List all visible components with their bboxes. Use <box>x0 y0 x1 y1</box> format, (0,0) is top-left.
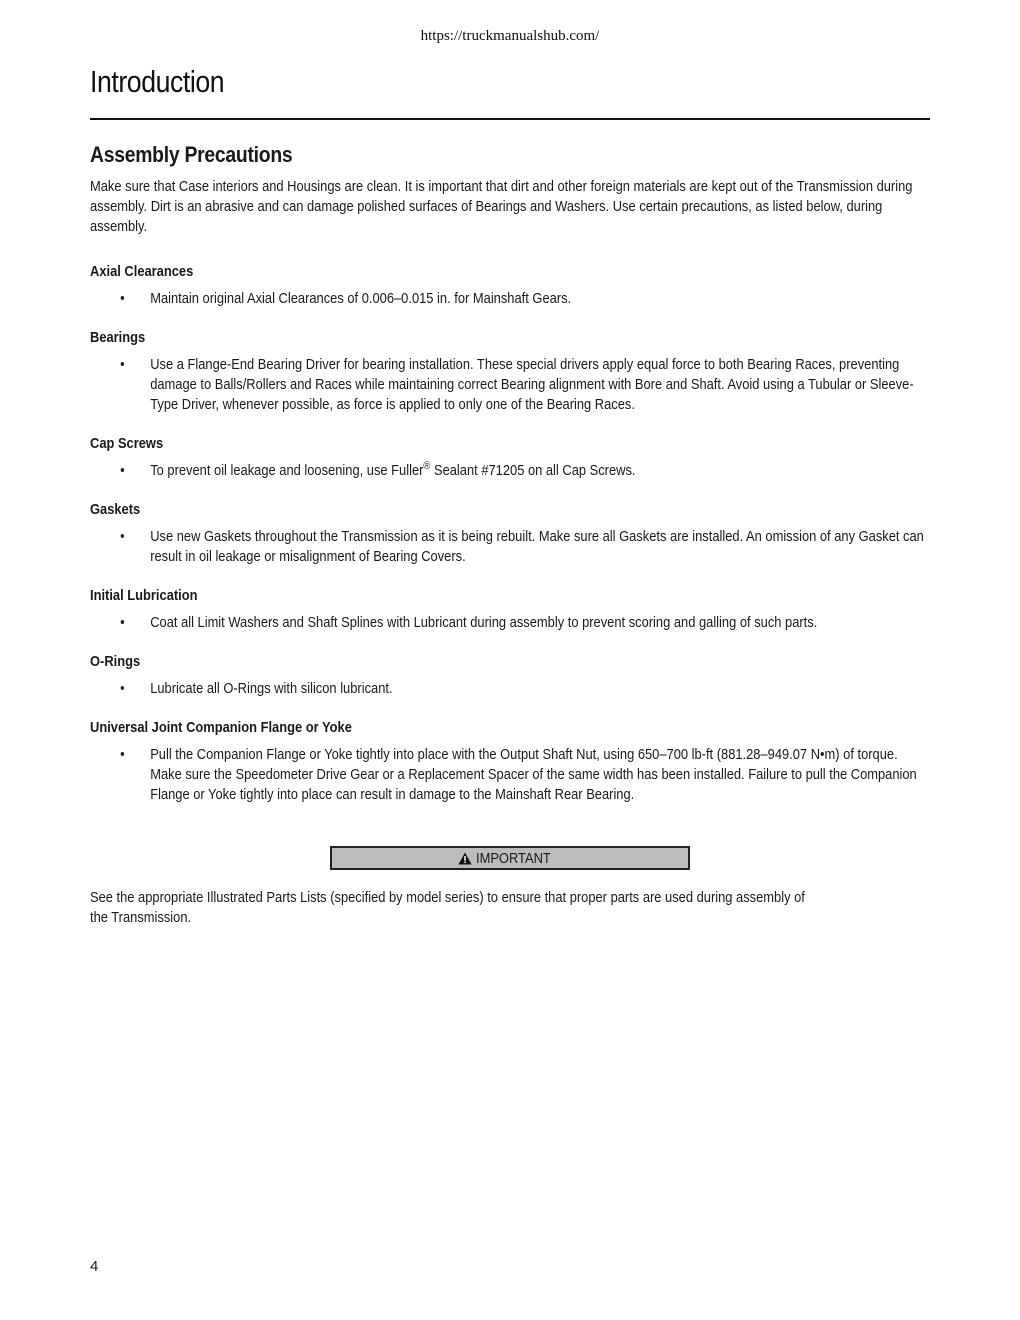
bullet-marker: • <box>120 356 125 373</box>
bullet-list <box>90 461 930 481</box>
subsection-gaskets <box>90 500 930 567</box>
subsection-cap-screws <box>90 434 930 481</box>
bullet-text <box>150 462 635 479</box>
subsection-axial-clearances <box>90 262 930 309</box>
bullet-text: Maintain original Axial Clearances of 0.006–0.015 in. for Mainshaft Gears. <box>150 290 572 307</box>
list-item <box>90 679 930 699</box>
subsection-title: Cap Screws <box>90 435 164 452</box>
title-divider <box>90 118 930 120</box>
bullet-list <box>90 679 930 699</box>
subsection-title: Initial Lubrication <box>90 587 198 604</box>
subsection-title: Universal Joint Companion Flange or Yoke <box>90 719 352 736</box>
important-banner <box>330 846 690 870</box>
list-item <box>90 289 930 309</box>
bullet-marker: • <box>120 462 125 479</box>
list-item <box>90 355 930 415</box>
bullet-marker: • <box>120 614 125 631</box>
bullet-list <box>90 289 930 309</box>
list-item <box>90 745 930 805</box>
subsection-o-rings <box>90 652 930 699</box>
bullet-text: Lubricate all O-Rings with silicon lubricant. <box>150 680 393 697</box>
important-label: IMPORTANT <box>475 849 551 867</box>
assembly-precautions-section <box>90 142 930 824</box>
bullet-marker: • <box>120 746 125 763</box>
list-item <box>90 527 930 567</box>
bullet-text-part: Sealant #71205 on all Cap Screws. <box>430 462 636 479</box>
page-title: Introduction <box>90 64 225 99</box>
list-item <box>90 613 930 633</box>
list-item <box>90 461 930 481</box>
subsection-title: Axial Clearances <box>90 263 194 280</box>
subsection-bearings <box>90 328 930 415</box>
bullet-text: Pull the Companion Flange or Yoke tightly into place with the Output Shaft Nut, using 650–700 lb-ft (881.28–949.07 N•m) of torque. Make sure the Speedometer Drive Gear or a Replacement Spacer of the same width has been installed. Failure to pull the Companion Flange or Yoke tightly into place can result in damage to the Mainshaft Rear Bearing. <box>150 746 917 803</box>
registered-mark: ® <box>423 460 431 472</box>
subsection-initial-lubrication <box>90 586 930 633</box>
subsection-title: Bearings <box>90 329 146 346</box>
bullet-text: Use new Gaskets throughout the Transmission as it is being rebuilt. Make sure all Gaskets are installed. An omission of any Gasket can result in oil leakage or misalignment of Bearing Covers. <box>150 528 924 565</box>
subsection-title: Gaskets <box>90 501 141 518</box>
warning-triangle-icon <box>458 852 472 865</box>
header-url[interactable]: https://truckmanualshub.com/ <box>420 28 600 44</box>
bullet-list <box>90 745 930 805</box>
bullet-text: Use a Flange-End Bearing Driver for bearing installation. These special drivers apply equal force to both Bearing Races, preventing damage to Balls/Rollers and Races while maintaining correct Bearing alignment with Bore and Shaft. Avoid using a Tubular or Sleeve-Type Driver, whenever possible, as force is applied to only one of the Bearing Races. <box>150 356 914 413</box>
bullet-marker: • <box>120 528 125 545</box>
bullet-marker: • <box>120 680 125 697</box>
bullet-list <box>90 527 930 567</box>
section-title: Assembly Precautions <box>90 142 293 167</box>
subsection-universal-joint <box>90 718 930 805</box>
important-note: See the appropriate Illustrated Parts Lists (specified by model series) to ensure that proper parts are used during assembly of the Transmission. <box>90 889 805 926</box>
bullet-list <box>90 613 930 633</box>
bullet-text-part: To prevent oil leakage and loosening, use Fuller <box>150 462 424 479</box>
page-number: 4 <box>90 1258 99 1275</box>
subsection-title: O-Rings <box>90 653 141 670</box>
bullet-list <box>90 355 930 415</box>
section-intro: Make sure that Case interiors and Housings are clean. It is important that dirt and other foreign materials are kept out of the Transmission during assembly. Dirt is an abrasive and can damage polished surfaces of Bearings and Washers. Use certain precautions, as listed below, during assembly. <box>90 178 913 235</box>
bullet-marker: • <box>120 290 125 307</box>
bullet-text: Coat all Limit Washers and Shaft Splines with Lubricant during assembly to prevent scoring and galling of such parts. <box>150 614 818 631</box>
